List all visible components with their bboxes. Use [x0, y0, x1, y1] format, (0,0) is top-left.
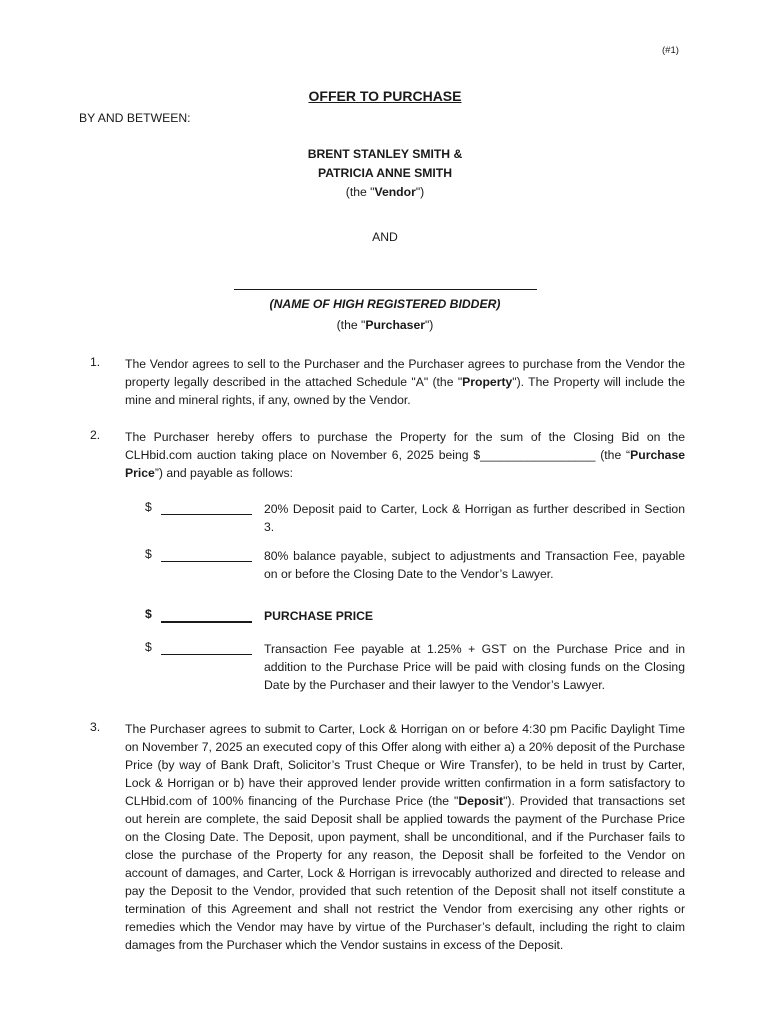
clause-3-term: Deposit [458, 794, 504, 808]
clause-2-text [125, 428, 685, 482]
purchaser-role-suffix: ") [424, 318, 434, 332]
amount-dollar-sign: $ [145, 500, 152, 514]
purchaser-role-term: Purchaser [365, 318, 425, 332]
clause-1-number: 1. [90, 355, 101, 369]
amount-blank [161, 640, 252, 655]
purchaser-name-blank [234, 289, 537, 290]
clause-1-text-a: The Vendor agrees to sell to the Purchaser and the Purchaser agrees to purchase from the Vendor the property legally described in the attached Schedule "A" (the " [125, 357, 685, 389]
vendor-role-prefix: (the " [345, 185, 375, 199]
vendor-role-suffix: ") [415, 185, 425, 199]
purchaser-role-prefix: (the " [336, 318, 366, 332]
vendor-name-line2: PATRICIA ANNE SMITH [317, 166, 453, 180]
document-title: OFFER TO PURCHASE [308, 88, 462, 104]
amount-blank [161, 500, 252, 515]
amount-blank [161, 547, 252, 562]
clause-2-text-b: ”) and payable as follows: [154, 466, 294, 480]
and-separator: AND [372, 230, 398, 244]
amount-blank [161, 607, 252, 623]
purchaser-placeholder: (NAME OF HIGH REGISTERED BIDDER) [269, 297, 501, 311]
amount-dollar-sign: $ [145, 607, 152, 621]
vendor-name-line1: BRENT STANLEY SMITH & [307, 147, 463, 161]
parties-intro: BY AND BETWEEN: [79, 111, 191, 125]
amount-description: 20% Deposit paid to Carter, Lock & Horrigan as further described in Section 3. [264, 502, 685, 534]
vendor-role [0, 185, 770, 199]
amount-description: PURCHASE PRICE [264, 609, 374, 623]
amount-dollar-sign: $ [145, 547, 152, 561]
amount-dollar-sign: $ [145, 640, 152, 654]
clause-2-term: Purchase Price [125, 448, 685, 480]
amount-description: Transaction Fee payable at 1.25% + GST on the Purchase Price and in addition to the Purchase Price will be paid with closing funds on the Closing Date by the Purchaser and their lawyer to the Vendor’s Lawyer. [264, 642, 685, 692]
clause-3-number: 3. [90, 720, 101, 734]
clause-1-text-b: "). The Property will include the mine and mineral rights, if any, owned by the Vendor. [125, 375, 686, 407]
clause-1-text [125, 355, 685, 409]
clause-3-text-b: "). Provided that transactions set out herein are complete, the said Deposit shall be applied towards the payment of the Purchase Price on the Closing Date. The Deposit, upon payment, shall be unconditional, and if the Purchaser fails to close the purchase of the Property for any reason, the Deposit shall be forfeited to the Vendor on account of damages, and Carter, Lock & Horrigan is irrevocably authorized and directed to release and pay the Deposit to the Vendor, provided that such retention of the Deposit shall not itself constitute a termination of this Agreement and shall not restrict the Vendor from exercising any other rights or remedies which the Vendor may have by virtue of the Purchaser’s default, including the right to claim damages from the Purchaser which the Vendor sustains in excess of the Deposit. [125, 794, 686, 952]
vendor-role-term: Vendor [374, 185, 416, 199]
clause-2-number: 2. [90, 428, 101, 442]
amount-description: 80% balance payable, subject to adjustments and Transaction Fee, payable on or before the Closing Date to the Vendor’s Lawyer. [264, 549, 685, 581]
clause-2-text-a: The Purchaser hereby offers to purchase the Property for the sum of the Closing Bid on the CLHbid.com auction taking place on November 6, 2025 being $_________________ (the “ [125, 430, 685, 462]
clause-3-text-a: The Purchaser agrees to submit to Carter, Lock & Horrigan on or before 4:30 pm Pacific Daylight Time on November 7, 2025 an executed copy of this Offer along with either a) a 20% deposit of the Purchase Price (by way of Bank Draft, Solicitor’s Trust Cheque or Wire Transfer), to be held in trust by Carter, Lock & Horrigan or b) have their approved lender provide written confirmation in a form satisfactory to CLHbid.com of 100% financing of the Purchase Price (the " [125, 722, 685, 808]
page-number: (#1) [662, 45, 679, 56]
clause-3-text [125, 720, 685, 954]
purchaser-role [0, 318, 770, 332]
clause-1-term: Property [462, 375, 513, 389]
